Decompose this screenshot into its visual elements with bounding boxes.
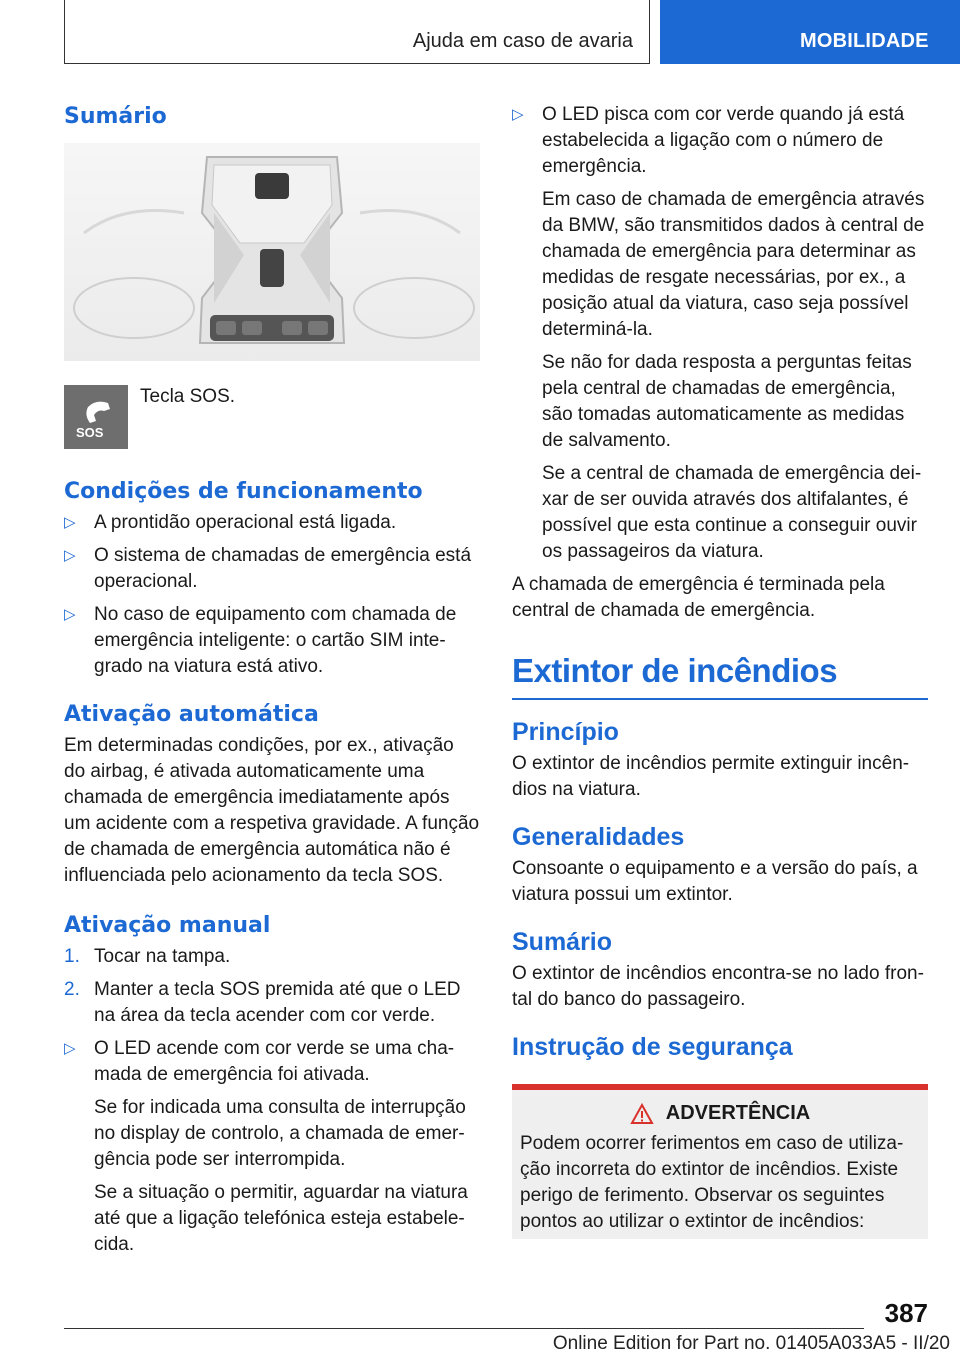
list-item: ▷ A prontidão operacional está ligada. (64, 510, 480, 536)
footer-edition: Online Edition for Part no. 01405A033A5 - II/20 (552, 1333, 950, 1354)
manual-activation-heading: Ativação manual (64, 913, 271, 938)
list-item: ▷ O LED acende com cor verde se uma cha‐mada de emergência foi ativada. (64, 1038, 455, 1085)
triangle-bullet-icon: ▷ (64, 1040, 76, 1057)
led-subtext-1: Se for indicada uma consulta de interrupção no display de controlo, a chamada de emer‐gência pode ser interrompida. (94, 1097, 466, 1170)
auto-activation-heading: Ativação automática (64, 702, 319, 727)
list-item: 1. Tocar na tampa. (64, 946, 231, 967)
green-led-list (512, 102, 928, 180)
extintor-heading: Extintor de incêndios (512, 652, 928, 700)
generalidades-text: Consoante o equipamento e a versão do país, a viatura possui um extintor. (512, 858, 918, 905)
overhead-console-illustration (64, 143, 480, 361)
warning-title-row (520, 1102, 920, 1125)
footer-divider (64, 1328, 864, 1329)
sos-key-icon (64, 385, 128, 449)
list-item: ▷ O sistema de chamadas de emergência está operacional. (64, 545, 472, 592)
left-column (64, 96, 480, 1265)
conditions-list (64, 510, 480, 680)
overhead-console-image (64, 143, 480, 361)
sos-icon-label: SOS (76, 425, 104, 440)
triangle-bullet-icon: ▷ (64, 606, 76, 623)
right-column (512, 96, 928, 1239)
generalidades-heading: Generalidades (512, 823, 685, 851)
list-item: ▷ No caso de equipamento com chamada de emergência inteligente: o cartão SIM inte‐grado na viatura está ativo. (64, 604, 457, 677)
triangle-bullet-icon: ▷ (64, 514, 76, 531)
warning-box (512, 1084, 928, 1239)
sumario-extintor-heading: Sumário (512, 928, 613, 956)
auto-activation-text: Em determinadas condições, por ex., ativação do airbag, é ativada automaticamente uma chamada de emergência imediatamente após um acidente com a respetiva gravidade. A função de chamada de emergência automática não é influenciada pelo acionamento da tecla SOS. (64, 735, 480, 886)
triangle-bullet-icon: ▷ (512, 106, 524, 123)
sos-caption: Tecla SOS. (140, 386, 236, 407)
warning-title: ADVERTÊNCIA (665, 1102, 811, 1124)
warning-text: Podem ocorrer ferimentos em caso de utiliza‐ção incorreta do extintor de incêndios. Existe perigo de ferimento. Observar os seguintes pontos ao utilizar o extintor de incêndios: (520, 1133, 904, 1232)
green-subtext-2: Se não for dada resposta a perguntas feitas pela central de chamadas de emergência, são tomadas automaticamente as medidas de salvamento. (542, 352, 912, 451)
sumario-extintor-text: O extintor de incêndios encontra-se no lado fron‐tal do banco do passageiro. (512, 963, 924, 1010)
sumario-heading: Sumário (64, 104, 167, 129)
warning-triangle-icon (630, 1103, 654, 1125)
manual-steps-list (64, 944, 480, 1088)
page-number: 387 (884, 1298, 928, 1328)
green-subtext-3: Se a central de chamada de emergência dei‐xar de ser ouvida através dos altifalantes, é possível que esta continue a conseguir ouvir os passageiros da viatura. (542, 463, 922, 562)
safety-heading: Instrução de segurança (512, 1033, 793, 1061)
chapter-tab[interactable]: MOBILIDADE (660, 0, 960, 64)
green-subtext-1: Em caso de chamada de emergência através da BMW, são transmitidos dados à central de chamada de emergência para determinar as medidas de resgate necessárias, por ex., a posição atual da viatura, caso seja possível determiná-la. (542, 189, 925, 340)
list-item: ▷ O LED pisca com cor verde quando já está estabelecida a ligação com o número de emergência. (512, 104, 905, 177)
led-subtext-2: Se a situação o permitir, aguardar na viatura até que a ligação telefónica esteja estabele‐cida. (94, 1182, 468, 1255)
list-item: 2. Manter a tecla SOS premida até que o LED na área da tecla acender com cor verde. (64, 979, 461, 1026)
principio-heading: Princípio (512, 718, 619, 746)
triangle-bullet-icon: ▷ (64, 547, 76, 564)
section-title: Ajuda em caso de avaria (412, 30, 633, 52)
call-end-text: A chamada de emergência é terminada pela central de chamada de emergência. (512, 574, 885, 621)
conditions-heading: Condições de funcionamento (64, 479, 423, 504)
sos-key-row (64, 385, 480, 449)
principio-text: O extintor de incêndios permite extinguir incên‐dios na viatura. (512, 753, 910, 800)
page-header (0, 0, 960, 66)
section-header-box (64, 0, 650, 64)
